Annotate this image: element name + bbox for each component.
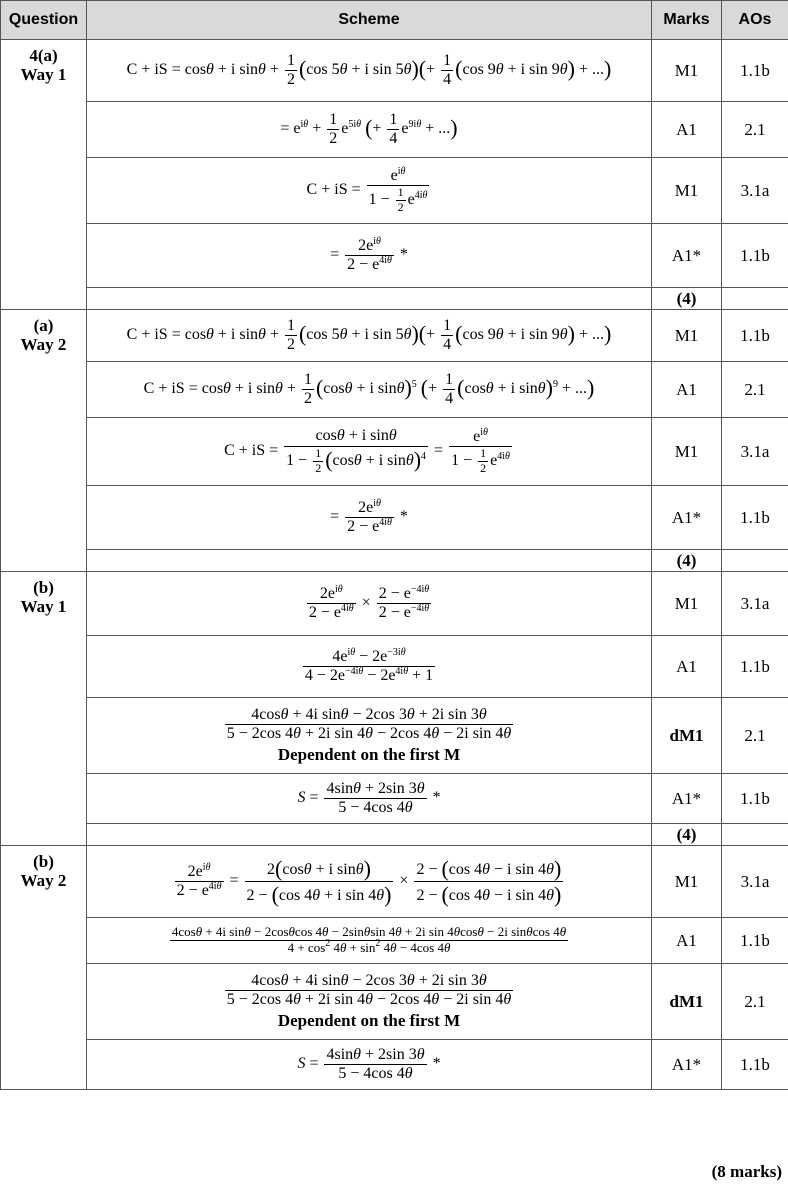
ao-cell: 1.1b bbox=[722, 774, 788, 824]
table-row bbox=[1, 824, 788, 846]
ao-cell: 1.1b bbox=[722, 636, 788, 698]
ao-cell: 2.1 bbox=[722, 102, 788, 158]
dependency-note: Dependent on the first M bbox=[277, 745, 461, 765]
scheme-cell bbox=[87, 362, 652, 418]
scheme-expression: $\frac{2e^{i\theta}}{2 - e^{4i\theta}}$ × $\frac{2 - e^{-4i\theta}}{2 - e^{-4i\theta}}$ bbox=[308, 583, 430, 621]
question-label: (b) bbox=[33, 852, 54, 871]
mark-cell: A1* bbox=[652, 774, 722, 824]
table-row bbox=[1, 774, 788, 824]
scheme-cell bbox=[87, 698, 652, 774]
scheme-expression: $\frac{\text{4cosθ + 4i sinθ − 2cos 3θ + 2i sin 3θ}}{\text{5 − 2cos 4θ + 2i sin 4θ − 2cos 4θ − 2i sin 4θ}}$ bbox=[226, 705, 512, 742]
scheme-cell bbox=[87, 1040, 652, 1090]
scheme-expression: C + iS = cosθ + i sinθ 1 − $\frac{1}{2}$ (cosθ + i sinθ)$^4$ = $e^{i\theta}$ 1 − $\frac{1}{2}$ $e^{4i\theta}$ bbox=[224, 426, 510, 475]
scheme-expression: 4cosθ + 4i sinθ − 2cosθcos 4θ − 2sinθsin 4θ + 2i sin 4θcosθ − 2i sinθcos 4θ $4 + \cos^2 4\theta + \sin^2 4\theta - 4\cos$ 4θ bbox=[171, 924, 567, 955]
scheme-expression: $\frac{\text{4cosθ + 4i sinθ − 2cos 3θ + 2i sin 3θ}}{\text{5 − 2cos 4θ + 2i sin 4θ − 2cos 4θ − 2i sin 4θ}}$ bbox=[226, 971, 512, 1008]
table-row bbox=[1, 288, 788, 310]
total-marks: (8 marks) bbox=[711, 1162, 782, 1181]
mark-cell: M1 bbox=[652, 846, 722, 918]
part-total: (4) bbox=[652, 288, 722, 310]
mark-cell: A1* bbox=[652, 224, 722, 288]
scheme-expression: C + iS = cosθ + i sinθ + $\frac{1}{2}$ (cosθ + i sinθ)$^5$ (+ $\frac{1}{4}$ (cosθ + i sinθ)$^9$ + ...) bbox=[143, 370, 595, 407]
scheme-cell bbox=[87, 918, 652, 964]
scheme-expression: S = $\frac{4\sin\theta + 2\sin 3\theta}{5 - 4\cos 4\theta}$ * bbox=[297, 1045, 441, 1082]
scheme-cell bbox=[87, 310, 652, 362]
table-row bbox=[1, 102, 788, 158]
question-way: Way 2 bbox=[20, 335, 67, 354]
scheme-cell bbox=[87, 846, 652, 918]
mark-cell: A1* bbox=[652, 1040, 722, 1090]
ao-cell: 2.1 bbox=[722, 964, 788, 1040]
question-label: (b) bbox=[33, 578, 54, 597]
table-row bbox=[1, 1040, 788, 1090]
question-label: (a) bbox=[33, 316, 54, 335]
ao-cell: 1.1b bbox=[722, 486, 788, 550]
mark-cell: dM1 bbox=[669, 725, 704, 745]
scheme-cell bbox=[87, 572, 652, 636]
dependency-note: Dependent on the first M bbox=[277, 1011, 461, 1031]
table-row bbox=[1, 486, 788, 550]
ao-cell: 3.1a bbox=[722, 418, 788, 486]
ao-cell: 2.1 bbox=[722, 698, 788, 774]
scheme-cell bbox=[87, 774, 652, 824]
table-row bbox=[1, 224, 788, 288]
ao-cell: 1.1b bbox=[722, 40, 788, 102]
mark-cell: dM1 bbox=[669, 991, 704, 1011]
scheme-cell bbox=[87, 224, 652, 288]
mark-cell: A1 bbox=[652, 102, 722, 158]
ao-cell: 3.1a bbox=[722, 846, 788, 918]
table-row bbox=[1, 40, 788, 102]
ao-cell: 2.1 bbox=[722, 362, 788, 418]
mark-cell: M1 bbox=[652, 158, 722, 224]
scheme-expression: C + iS = cosθ + i sinθ + $\frac{1}{2}$ (cos 5θ + i sin 5θ)(+ $\frac{1}{4}$ (cos 9θ + i sin 9θ) + ...) bbox=[126, 316, 612, 353]
mark-cell: A1* bbox=[652, 486, 722, 550]
table-row bbox=[1, 362, 788, 418]
scheme-cell bbox=[87, 40, 652, 102]
question-cell bbox=[1, 310, 87, 572]
mark-cell: A1 bbox=[652, 636, 722, 698]
table-row bbox=[1, 418, 788, 486]
question-cell bbox=[1, 40, 87, 310]
ao-cell: 1.1b bbox=[722, 224, 788, 288]
table-row bbox=[1, 846, 788, 918]
scheme-cell bbox=[87, 418, 652, 486]
header-question: Question bbox=[1, 1, 87, 40]
ao-cell: 3.1a bbox=[722, 572, 788, 636]
scheme-cell bbox=[87, 102, 652, 158]
mark-cell: M1 bbox=[652, 40, 722, 102]
ao-cell: 3.1a bbox=[722, 158, 788, 224]
table-row bbox=[1, 572, 788, 636]
question-label: 4(a) bbox=[29, 46, 58, 65]
question-cell bbox=[1, 572, 87, 846]
header-scheme: Scheme bbox=[87, 1, 652, 40]
table-row bbox=[1, 698, 788, 774]
scheme-expression: C + iS = $e^{i\theta}$ 1 − $\frac{1}{2}$ $e^{4i\theta}$ bbox=[306, 165, 428, 214]
scheme-cell bbox=[87, 486, 652, 550]
part-total: (4) bbox=[652, 824, 722, 846]
part-total: (4) bbox=[652, 550, 722, 572]
header-row bbox=[1, 1, 788, 40]
question-way: Way 1 bbox=[20, 65, 67, 84]
scheme-cell bbox=[87, 964, 652, 1040]
table-row bbox=[1, 158, 788, 224]
question-way: Way 2 bbox=[20, 871, 67, 890]
scheme-expression: $\frac{2e^{i\theta}}{2 - e^{4i\theta}}$ = $\frac{\text{2(cosθ + i sinθ)}}{\text{2 − (cos 4θ + i sin 4θ)}}$ × $\frac{\text{2 − (cos 4θ − i sin 4θ)}}{\text{2 − (cos 4θ − i sin 4θ)}}$ bbox=[176, 855, 562, 907]
ao-cell: 1.1b bbox=[722, 918, 788, 964]
question-way: Way 1 bbox=[20, 597, 67, 616]
mark-cell: A1 bbox=[652, 362, 722, 418]
scheme-expression: = $\frac{2e^{i\theta}}{2 - e^{4i\theta}}$ * bbox=[330, 497, 408, 535]
header-aos: AOs bbox=[722, 1, 788, 40]
header-marks: Marks bbox=[652, 1, 722, 40]
scheme-cell bbox=[87, 158, 652, 224]
mark-cell: A1 bbox=[652, 918, 722, 964]
table-row bbox=[1, 310, 788, 362]
scheme-expression: S = $\frac{4\sin\theta + 2\sin 3\theta}{5 - 4\cos 4\theta}$ * bbox=[297, 779, 441, 816]
table-row bbox=[1, 964, 788, 1040]
scheme-cell bbox=[87, 636, 652, 698]
scheme-expression: $\frac{4e^{i\theta} - 2e^{-3i\theta}}{4 - 2e^{-4i\theta} - 2e^{4i\theta} + 1}$ bbox=[304, 646, 434, 684]
table-row bbox=[1, 918, 788, 964]
mark-cell: M1 bbox=[652, 418, 722, 486]
scheme-expression: C + iS = cosθ + i sinθ + $\frac{1}{2}$ (cos 5θ + i sin 5θ)(+ $\frac{1}{4}$ (cos 9θ + i sin 9θ) + ...) bbox=[126, 51, 612, 88]
table-row bbox=[1, 636, 788, 698]
mark-cell: M1 bbox=[652, 310, 722, 362]
scheme-expression: = $e^{i\theta}$ + $\frac{1}{2}$ $e^{5i\theta}$ (+ $\frac{1}{4}$ $e^{9i\theta}$ + ...) bbox=[280, 110, 458, 147]
table-row bbox=[1, 550, 788, 572]
mark-cell: M1 bbox=[652, 572, 722, 636]
question-cell bbox=[1, 846, 87, 1090]
ao-cell: 1.1b bbox=[722, 310, 788, 362]
ao-cell: 1.1b bbox=[722, 1040, 788, 1090]
scheme-expression: = $\frac{2e^{i\theta}}{2 - e^{4i\theta}}$ * bbox=[330, 235, 408, 273]
